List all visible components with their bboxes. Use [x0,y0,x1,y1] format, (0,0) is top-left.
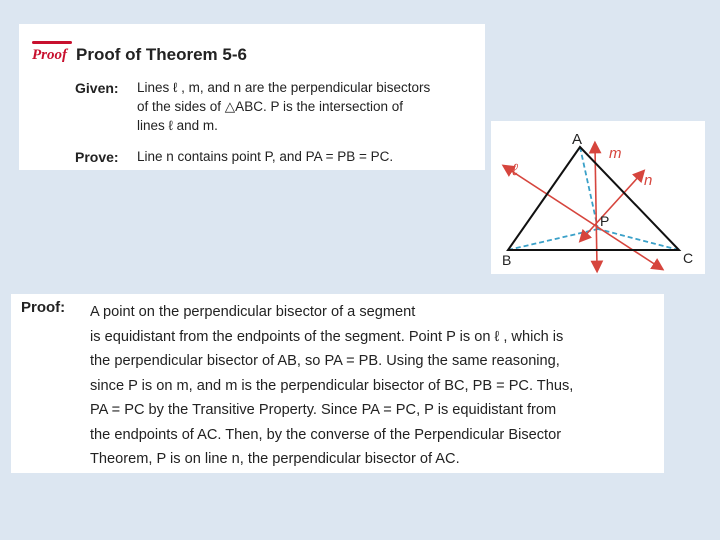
given-text [137,78,477,135]
vertex-c-label: C [683,250,694,266]
proof-line: Theorem, P is on line n, the perpendicular bisector of AC. [90,451,460,467]
segment-pc [598,229,679,250]
line-n-label: n [644,172,653,189]
proof-line: is equidistant from the endpoints of the segment. Point P is on ℓ , which is [90,328,564,345]
given-line: lines ℓ and m. [137,118,218,133]
proof-body [90,300,656,472]
prove-text: Line n contains point P, and PA = PB = PC. [137,149,394,164]
proof-badge: Proof [32,47,67,63]
triangle-figure-card [491,121,705,274]
proof-line: since P is on m, and m is the perpendicular bisector of BC, PB = PC. Thus, [90,377,574,394]
triangle-figure [491,121,705,274]
proof-line: A point on the perpendicular bisector of a segment [90,304,416,320]
proof-line: the endpoints of AC. Then, by the converse of the Perpendicular Bisector [90,426,562,443]
bisector-n [583,174,641,238]
theorem-title: Proof of Theorem 5-6 [76,45,247,64]
proof-line: the perpendicular bisector of AB, so PA = PB. Using the same reasoning, [90,353,560,369]
given-line: Lines ℓ , m, and n are the perpendicular bisectors [137,80,431,95]
proof-badge-swoosh [32,41,72,44]
line-m-label: m [609,145,622,162]
line-l-label: ℓ [511,160,519,179]
given-line: of the sides of △ABC. P is the intersection of [137,99,404,114]
triangle-abc [508,147,679,250]
vertex-b-label: B [502,252,512,268]
vertex-a-label: A [572,131,583,148]
prove-label: Prove: [75,149,119,165]
proof-card [11,294,664,473]
proof-line: PA = PC by the Transitive Property. Since PA = PC, P is equidistant from [90,402,557,418]
given-label: Given: [75,80,119,96]
point-p-label: P [600,213,610,229]
proof-label: Proof: [21,299,66,316]
theorem-card [19,24,485,170]
